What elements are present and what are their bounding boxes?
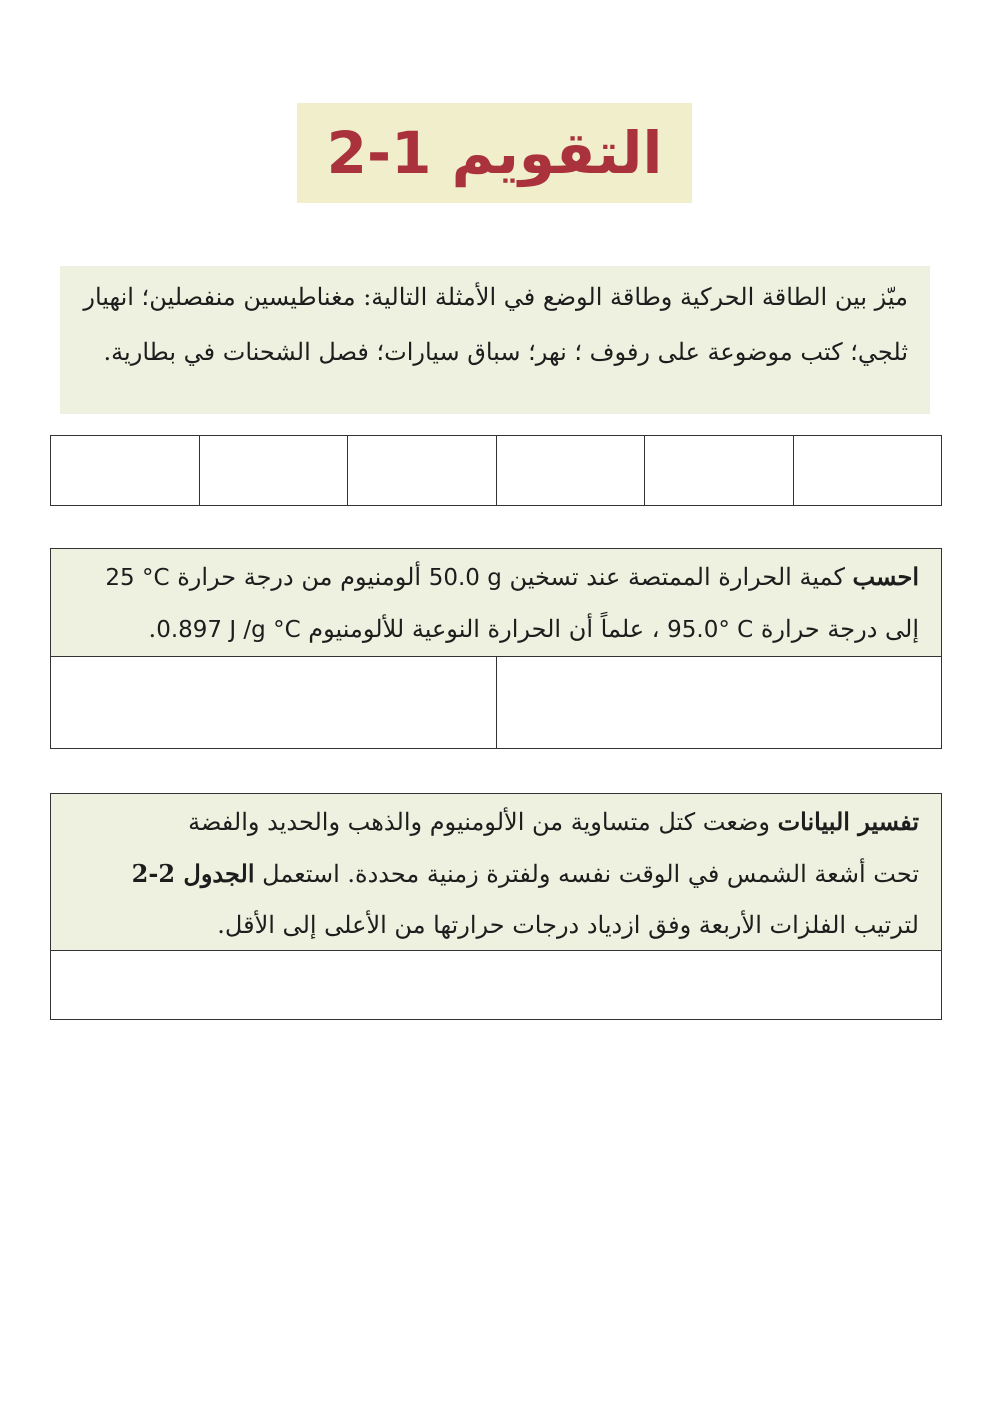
question-3-line-1 (73, 796, 919, 848)
question-2-text: كمية الحرارة الممتصة عند تسخين (509, 563, 845, 591)
mass-value: 50.0 g (428, 565, 502, 591)
end-temperature-value: 95.0° C (667, 617, 754, 643)
sentence-end: . (148, 615, 157, 643)
question-2-frame (50, 548, 942, 749)
question-2 (51, 549, 941, 656)
question-3-lead: تفسير البيانات (777, 807, 919, 836)
question-3-line-3 (73, 900, 919, 951)
question-2-lead: احسب (852, 562, 919, 591)
question-3-line-2 (73, 848, 919, 900)
start-temperature-value: 25 °C (105, 565, 170, 591)
answer-cell[interactable] (347, 436, 496, 505)
question-1 (60, 266, 930, 414)
question-3-text: لترتيب الفلزات الأربعة وفق ازدياد درجات حرارتها من الأعلى إلى الأقل. (217, 911, 919, 939)
question-3-frame (50, 793, 942, 1020)
question-2-line-1 (73, 551, 919, 604)
question-2-answer-table (51, 656, 941, 749)
question-3-text: وضعت كتل متساوية من الألومنيوم والذهب والحديد والفضة (188, 808, 770, 836)
answer-cell[interactable] (496, 657, 942, 749)
title-banner (297, 103, 692, 203)
table-reference: الجدول 2-2 (131, 859, 255, 888)
answer-cell[interactable] (496, 436, 645, 505)
question-2-line-2 (73, 604, 919, 656)
page-title: التقويم 1-2 (326, 119, 663, 187)
answer-cell[interactable] (199, 436, 348, 505)
question-2-text: ، علماً أن الحرارة النوعية للألومنيوم (308, 615, 660, 643)
answer-cell[interactable] (644, 436, 793, 505)
question-3-text: تحت أشعة الشمس في الوقت نفسه ولفترة زمنية محددة. استعمل (262, 860, 919, 888)
question-2-text: ألومنيوم من درجة حرارة (177, 563, 422, 591)
question-3-answer-box[interactable] (51, 950, 941, 1020)
question-1-text: ميّز بين الطاقة الحركية وطاقة الوضع في الأمثلة التالية: مغناطيسين منفصلين؛ انهيار ثلجي؛ كتب موضوعة على رفوف ؛ نهر؛ سباق سيارات؛ فصل الشحنات في بطارية. (83, 283, 908, 366)
answer-cell[interactable] (51, 657, 496, 749)
answer-cell[interactable] (51, 436, 199, 505)
specific-heat-value: 0.897 J /g °C (156, 617, 301, 643)
answer-cell[interactable] (793, 436, 942, 505)
question-2-text: إلى درجة حرارة (760, 615, 919, 643)
question-3 (51, 794, 941, 950)
question-1-answer-table (50, 435, 942, 506)
